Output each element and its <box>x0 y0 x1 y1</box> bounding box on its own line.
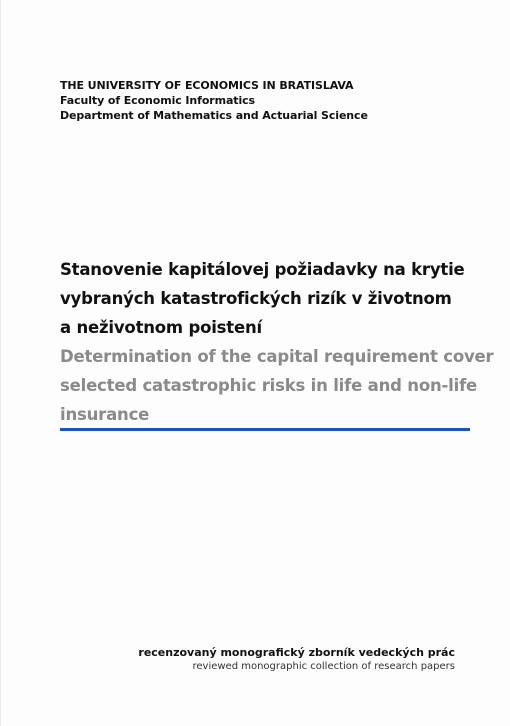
title-slovak <box>60 255 480 342</box>
institution-block <box>60 78 480 123</box>
university-name: THE UNIVERSITY OF ECONOMICS IN BRATISLAVA <box>60 79 354 92</box>
title-english-line: Determination of the capital requirement cover <box>60 347 494 366</box>
title-block <box>60 255 494 429</box>
title-slovak-line: vybraných katastrofických rizík v životnom <box>60 289 452 308</box>
collection-block <box>138 645 455 674</box>
title-english-line: insurance <box>60 405 150 424</box>
department-name: Department of Mathematics and Actuarial Science <box>60 109 368 122</box>
title-slovak-line: a neživotnom poistení <box>60 318 262 337</box>
title-english <box>60 342 494 429</box>
collection-english: reviewed monographic collection of research papers <box>192 661 455 672</box>
collection-slovak: recenzovaný monografický zborník vedeckých prác <box>138 646 455 659</box>
title-divider <box>60 428 470 431</box>
faculty-name: Faculty of Economic Informatics <box>60 94 255 107</box>
title-english-line: selected catastrophic risks in life and non-life <box>60 376 478 395</box>
title-slovak-line: Stanovenie kapitálovej požiadavky na krytie <box>60 260 465 279</box>
